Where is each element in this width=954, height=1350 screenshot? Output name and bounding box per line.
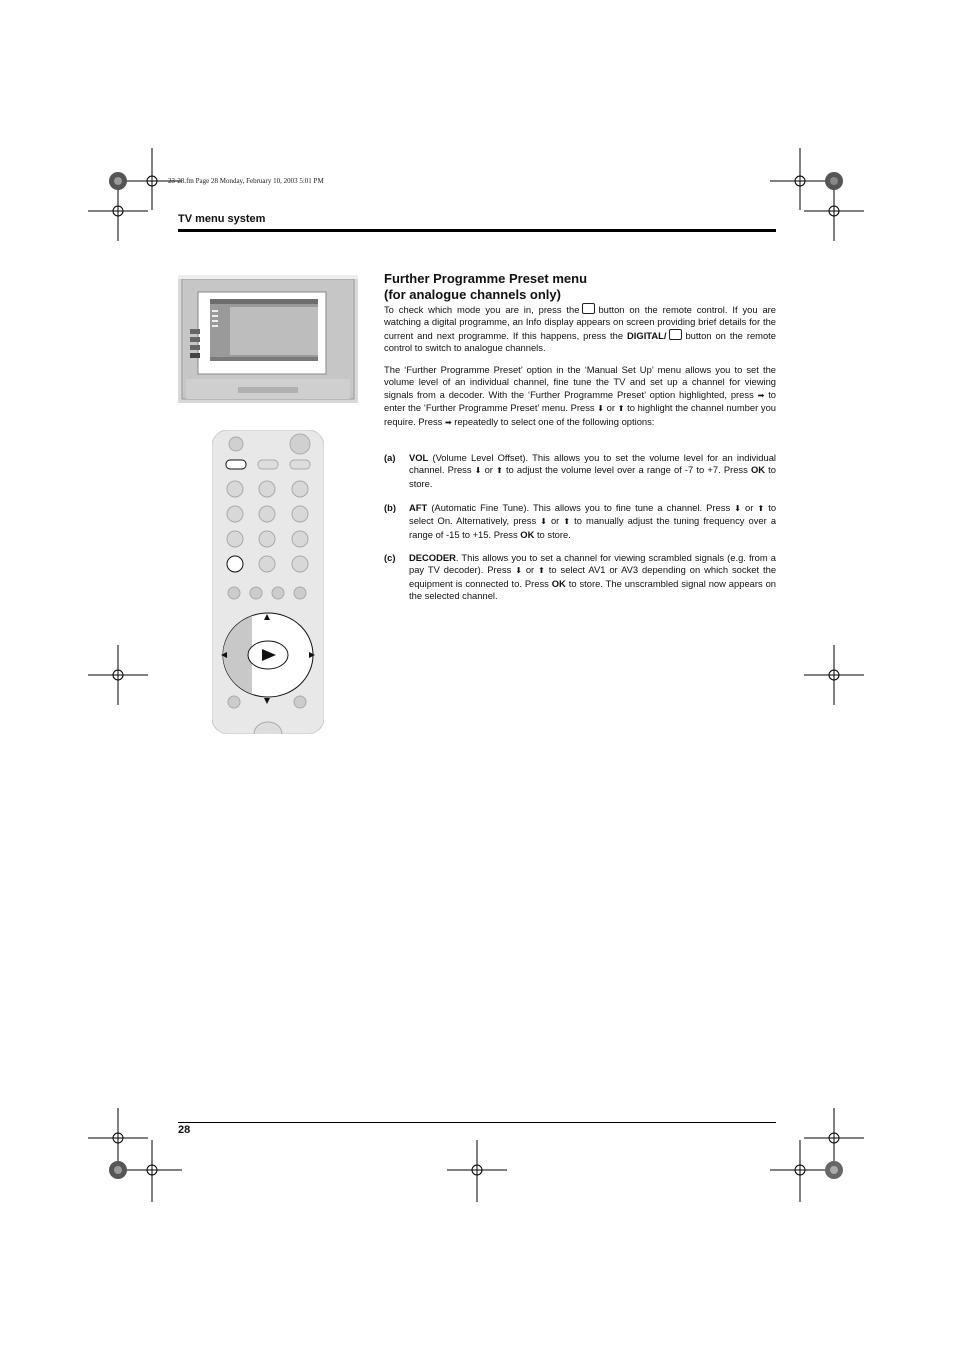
print-slug: 23-28.fm Page 28 Monday, February 10, 2003 5:01 PM (168, 177, 324, 185)
arrow-up-icon: ⬆ (617, 404, 625, 414)
arrow-down-icon: ⬇ (597, 404, 604, 414)
paragraph-mode-check: To check which mode you are in, press the button on the remote control. If you are watching a digital programme, an Info display appears on screen providing brief details for the current and next programme. If this happens, press the DIGITAL/ button on the remote control to switch to analogue channels. (384, 304, 777, 354)
footer-rule (178, 1122, 776, 1123)
page-number: 28 (178, 1124, 191, 1136)
paragraph-further-preset: The ‘Further Programme Preset’ option in the ‘Manual Set Up’ menu allows you to set the volume level of an individual channel, fine tune the TV and set up a channel for viewing signals from a decoder. With the ‘Further Programme Preset’ option highlighted, press ➡ to enter the ‘Further Programme Preset’ menu. Press ⬇ or ⬆ to highlight the channel number you require. Press ➡ repeatedly to select one of the following options: (384, 364, 777, 427)
arrow-down-icon: ⬇ (734, 504, 741, 513)
info-button-icon (582, 303, 595, 314)
arrow-up-icon: ⬆ (563, 517, 571, 527)
arrow-down-icon: ⬇ (540, 517, 547, 527)
section-heading (384, 271, 776, 303)
arrow-right-icon: ➡ (757, 390, 765, 400)
section-label: TV menu system (178, 213, 266, 225)
arrow-up-icon: ⬆ (757, 504, 765, 513)
arrow-down-icon: ⬇ (474, 466, 482, 476)
arrow-right-icon: ➡ (444, 417, 452, 427)
tv-screen-illustration (178, 275, 358, 403)
tv-button-icon (669, 329, 682, 340)
heading-line-2: (for analogue channels only) (384, 287, 561, 302)
arrow-up-icon: ⬆ (496, 466, 503, 476)
remote-control-illustration (212, 430, 324, 734)
arrow-down-icon: ⬇ (515, 566, 522, 576)
heading-line-1: Further Programme Preset menu (384, 271, 588, 286)
header-rule (178, 229, 776, 232)
arrow-up-icon: ⬆ (538, 566, 545, 576)
